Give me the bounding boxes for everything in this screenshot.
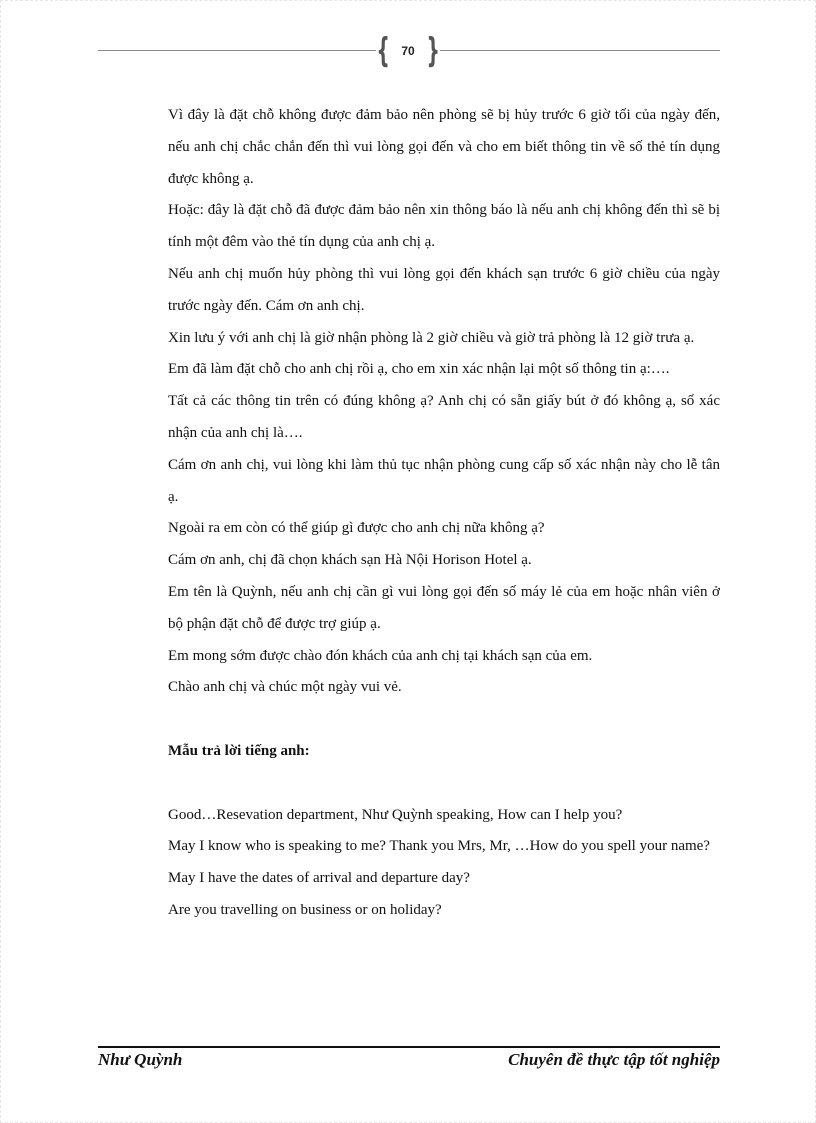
- footer-author: Như Quỳnh: [98, 1050, 183, 1069]
- right-brace-icon: }: [426, 31, 440, 71]
- header-rule-left: [98, 50, 376, 51]
- paragraph: Nếu anh chị muốn hủy phòng thì vui lòng gọi đến khách sạn trước 6 giờ chiều của ngày trước ngày đến. Cám ơn anh chị.: [168, 265, 720, 314]
- paragraph: Good…Resevation department, Như Quỳnh speaking, How can I help you?: [168, 806, 623, 823]
- left-brace-icon: {: [376, 31, 390, 71]
- footer-title: Chuyên đề thực tập tốt nghiệp: [508, 1050, 720, 1069]
- paragraph: Em tên là Quỳnh, nếu anh chị cần gì vui lòng gọi đến số máy lẻ của em hoặc nhân viên ở bộ phận đặt chỗ để được trợ giúp ạ.: [168, 583, 720, 632]
- page-number: 70: [401, 44, 415, 58]
- paragraph: Cám ơn anh, chị đã chọn khách sạn Hà Nội Horison Hotel ạ.: [168, 552, 532, 569]
- paragraph: May I have the dates of arrival and departure day?: [168, 870, 470, 887]
- paragraph: May I know who is speaking to me? Thank you Mrs, Mr, …How do you spell your name?: [168, 838, 710, 855]
- blank-line: [168, 768, 720, 800]
- blank-line: [168, 704, 720, 736]
- section-title: Mẫu trả lời tiếng anh:: [168, 742, 310, 759]
- paragraph: Vì đây là đặt chỗ không được đảm bảo nên phòng sẽ bị hủy trước 6 giờ tối của ngày đến, nếu anh chị chắc chắn đến thì vui lòng gọi đến và cho em biết thông tin về số thẻ tín dụng được không ạ.: [168, 107, 720, 187]
- paragraph: Xin lưu ý với anh chị là giờ nhận phòng là 2 giờ chiều và giờ trả phòng là 12 giờ trưa ạ.: [168, 329, 695, 346]
- paragraph: Em đã làm đặt chỗ cho anh chị rồi ạ, cho em xin xác nhận lại một số thông tin ạ:….: [168, 361, 670, 378]
- paragraph: Em mong sớm được chào đón khách của anh chị tại khách sạn của em.: [168, 647, 593, 664]
- header-rule-right: [440, 50, 720, 51]
- paragraph: Tất cả các thông tin trên có đúng không ạ? Anh chị có sẵn giấy bút ở đó không ạ, số xác nhận của anh chị là….: [168, 393, 720, 441]
- paragraph: Hoặc: đây là đặt chỗ đã được đảm bảo nên xin thông báo là nếu anh chị không đến thì sẽ bị tính một đêm vào thẻ tín dụng của anh chị ạ.: [168, 202, 720, 251]
- footer-rule: [98, 1046, 720, 1048]
- paragraph: Chào anh chị và chúc một ngày vui vẻ.: [168, 679, 402, 696]
- paragraph: Ngoài ra em còn có thể giúp gì được cho anh chị nữa không ạ?: [168, 520, 545, 537]
- paragraph: Cám ơn anh chị, vui lòng khi làm thủ tục nhận phòng cung cấp số xác nhận này cho lễ tân ạ.: [168, 456, 720, 505]
- paragraph: Are you travelling on business or on holiday?: [168, 901, 442, 918]
- page-number-box: [376, 31, 440, 71]
- body-text: [168, 100, 720, 927]
